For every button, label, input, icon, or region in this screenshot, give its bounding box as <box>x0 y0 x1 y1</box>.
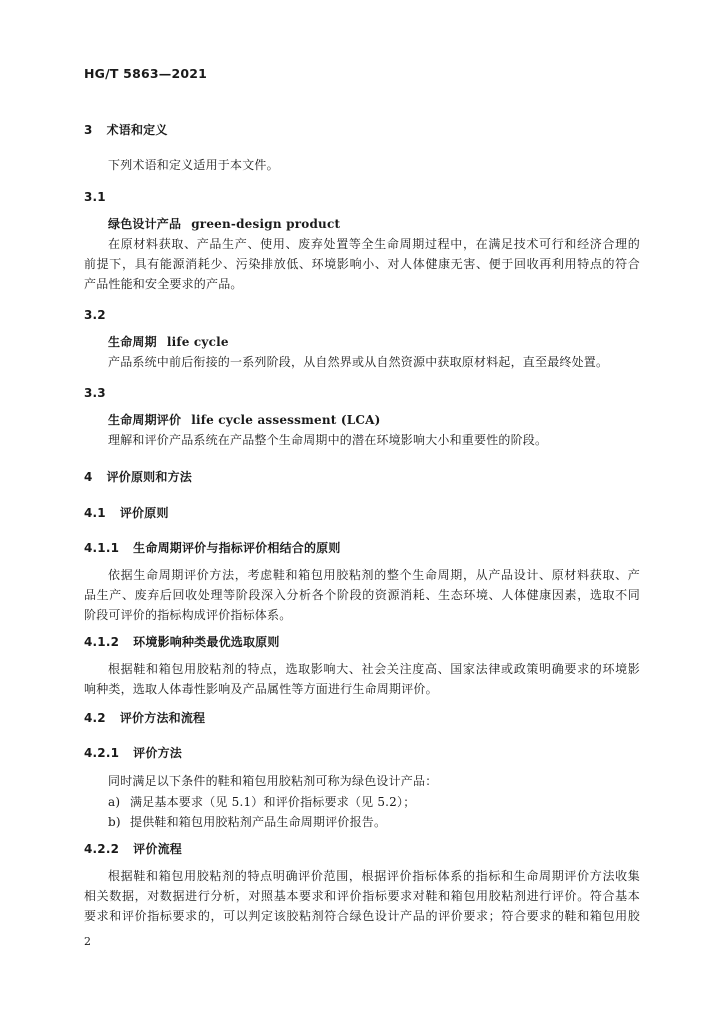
page-number: 2 <box>84 935 92 948</box>
definition-line: 前提下，具有能源消耗少、污染排放低、环境影响小、对人体健康无害、便于回收再利用特点的符合 <box>84 257 640 271</box>
term-en: life cycle assessment (LCA) <box>191 413 381 427</box>
list-text: 提供鞋和箱包用胶粘剂产品生命周期评价报告。 <box>130 815 387 829</box>
term-zh: 生命周期评价 <box>108 413 182 427</box>
clause-number: 4.1.1 <box>84 541 120 555</box>
clause-number: 4.2.2 <box>84 842 120 856</box>
clause-4-1-heading <box>84 505 169 521</box>
paragraph-line: 同时满足以下条件的鞋和箱包用胶粘剂可称为绿色设计产品： <box>108 774 438 788</box>
clause-3-1-term <box>108 216 340 232</box>
list-item <box>108 814 386 830</box>
clause-3-2-number: 3.2 <box>84 308 106 322</box>
clause-number: 4.2.1 <box>84 746 120 760</box>
list-marker: b) <box>108 815 121 829</box>
section-number: 4 <box>84 470 93 484</box>
clause-title: 评价原则 <box>119 506 169 520</box>
clause-title: 环境影响种类最优选取原则 <box>133 635 280 649</box>
clause-title: 评价方法和流程 <box>119 711 206 725</box>
clause-3-1-number: 3.1 <box>84 190 106 204</box>
term-zh: 绿色设计产品 <box>108 217 182 231</box>
paragraph-line: 根据鞋和箱包用胶粘剂的特点，选取影响大、社会关注度高、国家法律或政策明确要求的环境影 <box>108 662 640 676</box>
clause-title: 生命周期评价与指标评价相结合的原则 <box>133 541 341 555</box>
list-marker: a) <box>108 795 121 809</box>
section-title: 评价原则和方法 <box>106 470 192 484</box>
clause-4-2-2-heading <box>84 841 182 857</box>
clause-title: 评价流程 <box>133 842 182 856</box>
paragraph-line: 根据鞋和箱包用胶粘剂的特点明确评价范围，根据评价指标体系的指标和生命周期评价方法收集 <box>108 869 640 883</box>
list-text: 满足基本要求（见 5.1）和评价指标要求（见 5.2）； <box>130 795 416 809</box>
section-4-heading <box>84 469 192 485</box>
clause-4-2-1-heading <box>84 745 182 761</box>
section-title: 术语和定义 <box>106 123 168 137</box>
clause-number: 4.2 <box>84 711 106 725</box>
paragraph-line: 品生产、废弃后回收处理等阶段深入分析各个阶段的资源消耗、生态环境、人体健康因素，选取不同 <box>84 588 640 602</box>
clause-3-3-number: 3.3 <box>84 386 106 400</box>
section-number: 3 <box>84 123 93 137</box>
section-3-heading <box>84 122 168 138</box>
list-item <box>108 794 415 810</box>
clause-title: 评价方法 <box>133 746 182 760</box>
clause-number: 4.1.2 <box>84 635 120 649</box>
definition-line: 理解和评价产品系统在产品整个生命周期中的潜在环境影响大小和重要性的阶段。 <box>108 433 548 447</box>
term-en: green-design product <box>191 217 341 231</box>
paragraph-line: 相关数据，对数据进行分析，对照基本要求和评价指标要求对鞋和箱包用胶粘剂进行评价。符合基本 <box>84 889 640 903</box>
clause-3-3-term <box>108 412 381 428</box>
document-id-header: HG/T 5863—2021 <box>84 66 208 81</box>
clause-3-2-term <box>108 334 229 350</box>
clause-number: 4.1 <box>84 506 106 520</box>
clause-4-2-heading <box>84 710 205 726</box>
definition-line: 产品系统中前后衔接的一系列阶段，从自然界或从自然资源中获取原材料起，直至最终处置。 <box>108 355 609 369</box>
paragraph-line: 要求和评价指标要求的，可以判定该胶粘剂符合绿色设计产品的评价要求；符合要求的鞋和箱包用胶 <box>84 909 640 923</box>
definition-line: 产品性能和安全要求的产品。 <box>84 277 243 291</box>
clause-4-1-1-heading <box>84 540 341 556</box>
paragraph-line: 响种类，选取人体毒性影响及产品属性等方面进行生命周期评价。 <box>84 682 438 696</box>
paragraph-line: 依据生命周期评价方法，考虑鞋和箱包用胶粘剂的整个生命周期，从产品设计、原材料获取、产 <box>108 568 640 582</box>
clause-4-1-2-heading <box>84 634 280 650</box>
term-en: life cycle <box>166 335 229 349</box>
definition-line: 在原材料获取、产品生产、使用、废弃处置等全生命周期过程中，在满足技术可行和经济合理的 <box>108 237 640 251</box>
term-zh: 生命周期 <box>108 335 157 349</box>
paragraph-line: 阶段可评价的指标构成评价指标体系。 <box>84 608 292 622</box>
section-3-intro: 下列术语和定义适用于本文件。 <box>108 158 279 172</box>
